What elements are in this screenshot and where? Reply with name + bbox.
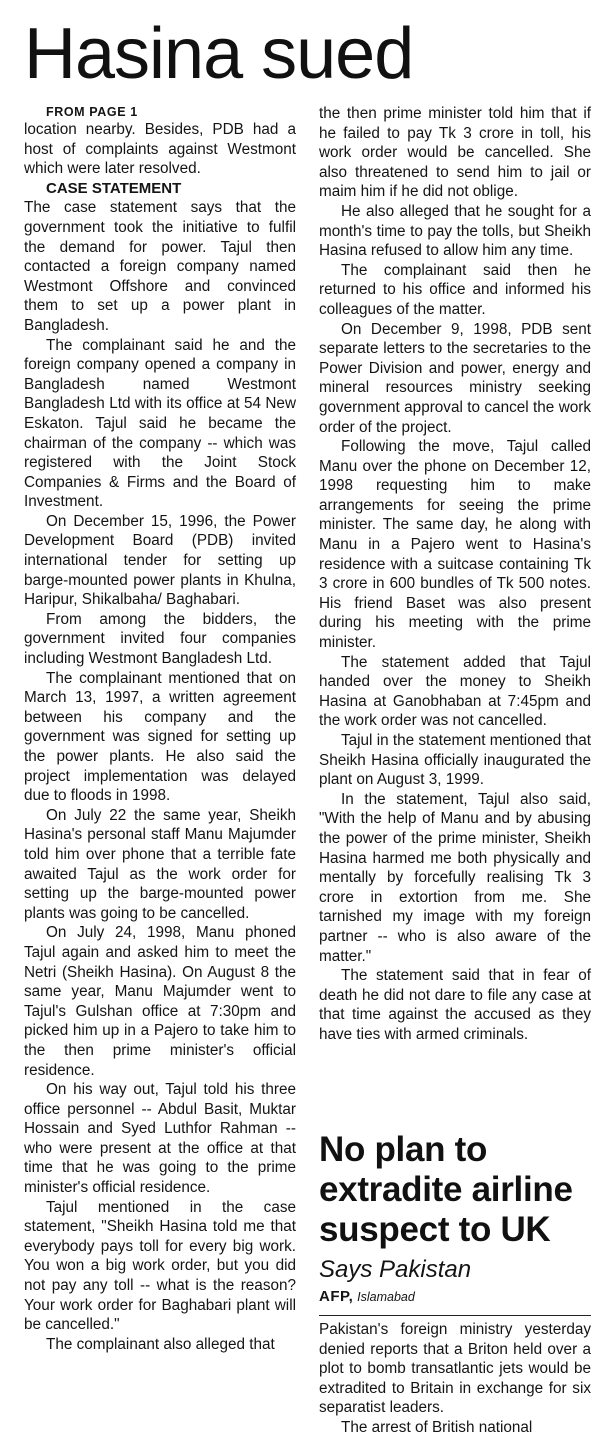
- article-paragraph: The complainant also alleged that: [46, 1335, 275, 1353]
- second-story: [319, 1130, 591, 1438]
- article-paragraph: Following the move, Tajul called Manu over the phone on December 12, 1998 requesting him to make arrangements for seeing the prime minister. The same day, he along with Manu in a Pajero went to Hasina's residence with a suitcase containing Tk 3 crore in 600 bundles of Tk 500 notes. His friend Baset was also present during his meeting with the prime minister.: [319, 438, 591, 652]
- article-right-column: [319, 104, 591, 1045]
- divider-rule: [319, 1315, 591, 1316]
- second-story-deck: Says Pakistan: [319, 1256, 472, 1283]
- article-paragraph: Tajul in the statement mentioned that Sheikh Hasina officially inaugurated the plant on August 3, 1999.: [319, 732, 592, 789]
- article-paragraph: Pakistan's foreign ministry yesterday denied reports that a Briton held over a plot to bomb transatlantic jets would be extradited to Britain in exchange for six separatist leaders.: [319, 1321, 591, 1417]
- headline: Hasina sued: [24, 14, 414, 94]
- article-paragraph: The case statement says that the government took the initiative to fulfil the demand for power. Tajul then contacted a foreign company named Westmont Offshore and convinced them to set up a power plant in Bangladesh.: [24, 199, 296, 334]
- article-paragraph: On July 24, 1998, Manu phoned Tajul again and asked him to meet the Netri (Sheikh Hasina). On August 8 the same year, Manu Majumder went to Tajul's Gulshan office at 7:30pm and picked him up in a Pajero to take him to the then prime minister's official residence.: [24, 924, 296, 1079]
- article-paragraph: The statement said that in fear of death he did not dare to file any case at that time against the accused as they have ties with armed criminals.: [319, 967, 591, 1043]
- byline-location: Islamabad: [357, 1290, 415, 1304]
- second-story-headline: No plan to extradite airline suspect to UK: [319, 1130, 573, 1249]
- article-paragraph: From among the bidders, the government invited four companies including Westmont Bangladesh Ltd.: [24, 610, 296, 668]
- article-paragraph: On December 9, 1998, PDB sent separate letters to the secretaries to the Power Division and power, energy and mineral resources ministry seeking government approval to cancel the work order of the project.: [319, 320, 591, 436]
- article-paragraph: He also alleged that he sought for a month's time to pay the tolls, but Sheikh Hasina refused to allow him any time.: [319, 202, 591, 260]
- article-paragraph: Tajul mentioned in the case statement, "Sheikh Hasina told me that everybody pays toll for every big work. You won a big work order, but you did not pay any toll -- what is the reason? Your work order for Baghabari plant will be cancelled.": [24, 1198, 296, 1334]
- article-paragraph: On July 22 the same year, Sheikh Hasina's personal staff Manu Majumder told him over phone that a terrible fate awaited Tajul as the work order for setting up the barge-mounted power plants was going to be cancelled.: [24, 806, 296, 922]
- section-subhead: CASE STATEMENT: [46, 179, 182, 197]
- article-paragraph: The complainant said he and the foreign company opened a company in Bangladesh named Westmont Bangladesh Ltd with its office at 54 New Eskaton. Tajul said he became the chairman of the company -- which was registered with the Joint Stock Companies & Firms and the Board of Investment.: [24, 336, 296, 511]
- article-paragraph: The arrest of British national: [341, 1418, 533, 1436]
- article-paragraph: On his way out, Tajul told his three office personnel -- Abdul Basit, Muktar Hossain and Syed Luthfor Rahman -- who were present at the office at that time that he was going to the prime minister's official residence.: [24, 1081, 296, 1197]
- article-left-column: [24, 104, 296, 1354]
- article-paragraph: The statement added that Tajul handed over the money to Sheikh Hasina at Ganobhaban at 7:45pm and the work order was not cancelled.: [319, 653, 591, 730]
- article-paragraph: location nearby. Besides, PDB had a host of complaints against Westmont which were later resolved.: [24, 121, 296, 178]
- article-paragraph: the then prime minister told him that if he failed to pay Tk 3 crore in toll, his work order would be cancelled. She also threatened to send him to jail or maim him if he did not oblige.: [319, 105, 591, 201]
- article-paragraph: The complainant mentioned that on March 13, 1997, a written agreement between his company and the government was signed for setting up the power plants. He also said the project implementation was delayed due to floods in 1998.: [24, 669, 296, 805]
- article-paragraph: The complainant said then he returned to his office and informed his colleagues of the matter.: [319, 261, 591, 318]
- article-paragraph: On December 15, 1996, the Power Development Board (PDB) invited international tender for setting up barge-mounted power plants in Khulna, Haripur, Shikalbaha/ Baghabari.: [24, 512, 296, 609]
- byline: [319, 1286, 591, 1307]
- article-paragraph: In the statement, Tajul also said, "With the help of Manu and by abusing the power of the prime minister, Sheikh Hasina harmed me both physically and mentally by forcefully realising Tk 3 crore in extortion from me. She tarnished my image with my foreign partner -- who is also aware of the matter.": [319, 790, 591, 965]
- second-story-body: [319, 1320, 591, 1438]
- byline-agency: AFP,: [319, 1288, 354, 1305]
- from-page-label: FROM PAGE 1: [46, 105, 138, 119]
